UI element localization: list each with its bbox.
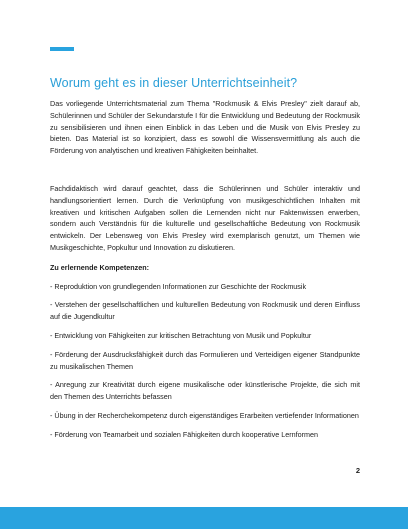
competency-item: - Förderung der Ausdrucksfähigkeit durch das Formulieren und Verteidigen eigener Standpunkte zu musikalischen Themen [50,349,360,371]
competency-item: - Förderung von Teamarbeit und sozialen Fähigkeiten durch kooperative Lernformen [50,429,318,439]
competency-item: - Übung in der Recherchekompetenz durch eigenständiges Erarbeiten vertiefender Informationen [50,410,359,420]
page-heading: Worum geht es in dieser Unterrichtseinheit? [50,76,298,90]
accent-bar [50,47,74,51]
page-number: 2 [355,466,360,475]
competency-item: - Anregung zur Kreativität durch eigene musikalische oder künstlerische Projekte, die sich mit den Themen des Unterrichts befassen [50,380,360,402]
intro-paragraph: Das vorliegende Unterrichtsmaterial zum Thema "Rockmusik & Elvis Presley" zielt darauf ab, Schülerinnen und Schüler der Sekundarstufe I für die Entwicklung und Bedeutung der Rockmusik zu sensibilisieren und ihnen einen Einblick in das Leben und die Musik von Elvis Presley zu bieten. Das Material ist so konzipiert, dass es sowohl die Wissensvermittlung als auch die Förderung von analytischen und kreativen Fähigkeiten beinhaltet. [50,99,360,156]
didactics-paragraph: Fachdidaktisch wird darauf geachtet, dass die Schülerinnen und Schüler interaktiv und handlungsorientiert lernen. Durch die Verknüpfung von musikgeschichtlichen Inhalten mit kreativen und kritischen Aufgaben sollen die Lernenden nicht nur Faktenwissen erwerben, sondern auch Verständnis für die kulturelle und gesellschaftliche Bedeutung von Rockmusik entwickeln. Der Lebensweg von Elvis Presley wird exemplarisch genutzt, um Themen wie Musikgeschichte, Popkultur und Innovation zu diskutieren. [50,183,360,252]
competencies-title: Zu erlernende Kompetenzen: [50,262,150,272]
competency-item: - Verstehen der gesellschaftlichen und kulturellen Bedeutung von Rockmusik und deren Einfluss auf die Jugendkultur [50,300,360,322]
competency-item: - Reproduktion von grundlegenden Informationen zur Geschichte der Rockmusik [50,281,307,291]
competency-item: - Entwicklung von Fähigkeiten zur kritischen Betrachtung von Musik und Popkultur [50,330,312,340]
main-content [50,98,360,441]
footer-band [0,507,408,529]
competencies-list [50,281,360,441]
